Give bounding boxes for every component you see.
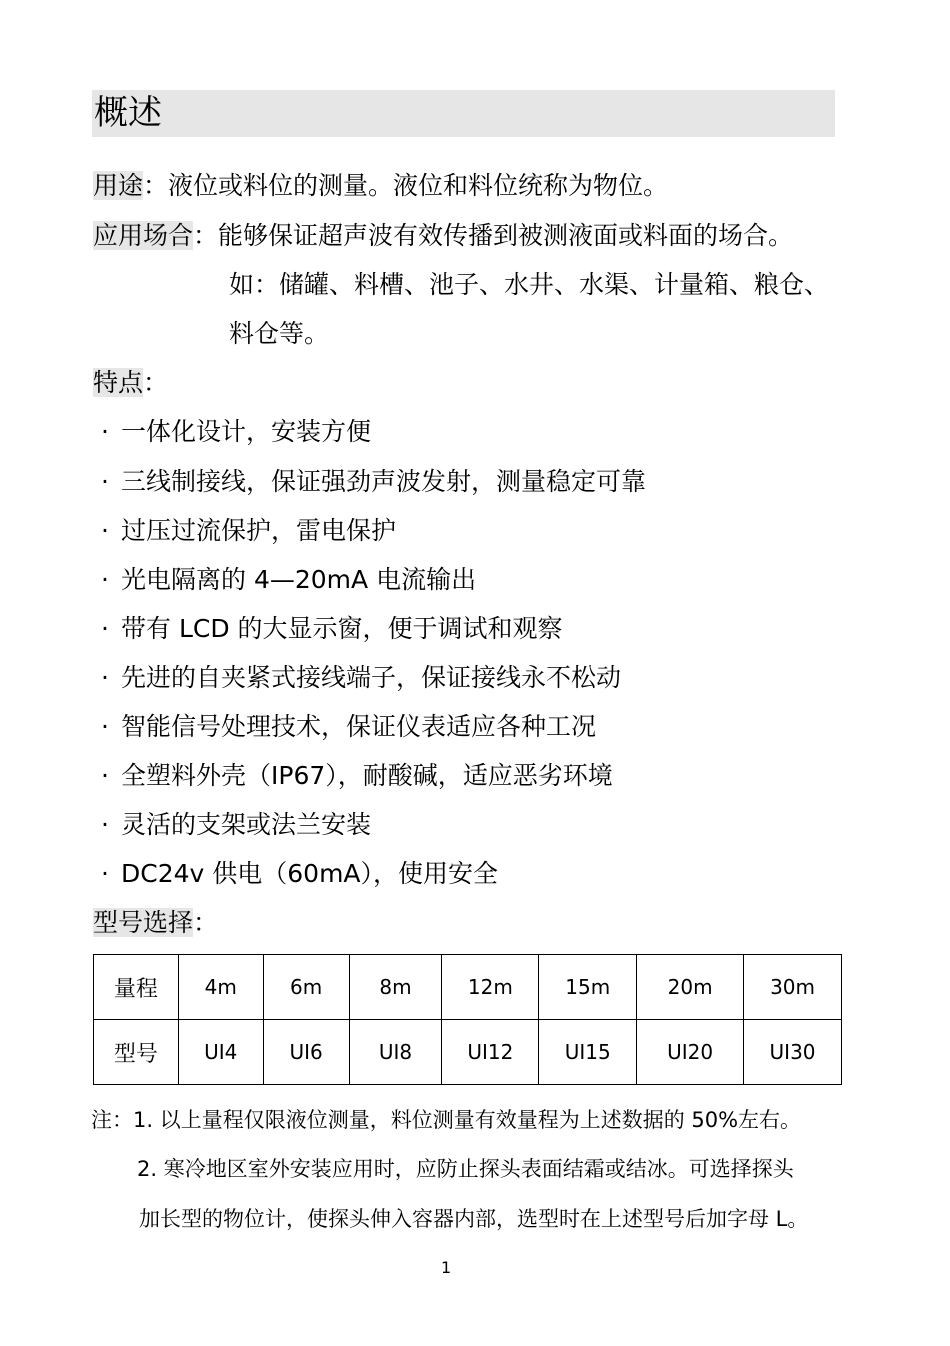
note-prefix: 注： bbox=[91, 1108, 133, 1132]
feature-item: · 光电隔离的 4—20mA 电流输出 bbox=[101, 565, 477, 594]
note-2-line-1: 2. 寒冷地区室外安装应用时，应防止探头表面结霜或结冰。可选择探头 bbox=[137, 1157, 794, 1181]
model-selection-label: 型号选择 bbox=[93, 908, 194, 937]
model-cell: UI12 bbox=[442, 1020, 539, 1085]
feature-text: 三线制接线，保证强劲声波发射，测量稳定可靠 bbox=[121, 467, 647, 496]
application-line-3: 料仓等。 bbox=[229, 319, 330, 348]
feature-item: · 过压过流保护，雷电保护 bbox=[101, 516, 397, 545]
feature-item: · 灵活的支架或法兰安装 bbox=[101, 810, 372, 839]
feature-item: · 三线制接线，保证强劲声波发射，测量稳定可靠 bbox=[101, 467, 647, 496]
feature-text: 全塑料外壳（IP67），耐酸碱，适应恶劣环境 bbox=[121, 761, 613, 790]
feature-item: · 智能信号处理技术，保证仪表适应各种工况 bbox=[101, 712, 597, 741]
model-cell: UI8 bbox=[349, 1020, 442, 1085]
model-selection-heading bbox=[93, 906, 218, 940]
feature-text: 一体化设计，安装方便 bbox=[121, 417, 372, 446]
feature-text: DC24v 供电（60mA），使用安全 bbox=[121, 859, 499, 888]
note-1-text: 1. 以上量程仅限液位测量，料位测量有效量程为上述数据的 50%左右。 bbox=[133, 1108, 802, 1132]
note-2-line-2: 加长型的物位计，使探头伸入容器内部，选型时在上述型号后加字母 L。 bbox=[139, 1207, 809, 1231]
range-cell: 4m bbox=[178, 955, 263, 1020]
features-heading bbox=[93, 366, 168, 400]
application-line-2: 如：储罐、料槽、池子、水井、水渠、计量箱、粮仓、 bbox=[229, 270, 830, 299]
feature-text: 带有 LCD 的大显示窗，便于调试和观察 bbox=[121, 614, 563, 643]
feature-text: 先进的自夹紧式接线端子，保证接线永不松动 bbox=[121, 663, 622, 692]
range-row bbox=[94, 955, 842, 1020]
feature-item: · 先进的自夹紧式接线端子，保证接线永不松动 bbox=[101, 663, 622, 692]
feature-item: · DC24v 供电（60mA），使用安全 bbox=[101, 859, 499, 888]
feature-text: 智能信号处理技术，保证仪表适应各种工况 bbox=[121, 712, 597, 741]
note-1 bbox=[91, 1105, 801, 1135]
usage-label: 用途 bbox=[93, 171, 144, 200]
features-colon: ： bbox=[143, 368, 169, 397]
model-cell: UI20 bbox=[637, 1020, 744, 1085]
range-header: 量程 bbox=[94, 955, 179, 1020]
page-title: 概述 bbox=[92, 90, 835, 137]
model-header: 型号 bbox=[94, 1020, 179, 1085]
model-selection-colon: ： bbox=[193, 908, 219, 937]
range-cell: 30m bbox=[744, 955, 842, 1020]
range-cell: 12m bbox=[442, 955, 539, 1020]
feature-text: 灵活的支架或法兰安装 bbox=[121, 810, 372, 839]
range-cell: 6m bbox=[263, 955, 349, 1020]
feature-item: · 全塑料外壳（IP67），耐酸碱，适应恶劣环境 bbox=[101, 761, 613, 790]
features-label: 特点 bbox=[93, 368, 144, 397]
application-label: 应用场合 bbox=[93, 221, 194, 250]
model-cell: UI4 bbox=[178, 1020, 263, 1085]
model-cell: UI6 bbox=[263, 1020, 349, 1085]
model-table bbox=[93, 954, 842, 1085]
page-number: 1 bbox=[441, 1258, 452, 1277]
application-text-1: ：能够保证超声波有效传播到被测液面或料面的场合。 bbox=[193, 221, 794, 250]
usage-line bbox=[93, 169, 668, 203]
feature-item: · 带有 LCD 的大显示窗，便于调试和观察 bbox=[101, 614, 563, 643]
feature-item: · 一体化设计，安装方便 bbox=[101, 417, 372, 446]
feature-text: 过压过流保护，雷电保护 bbox=[121, 516, 397, 545]
model-cell: UI15 bbox=[539, 1020, 637, 1085]
usage-text: ：液位或料位的测量。液位和料位统称为物位。 bbox=[143, 171, 669, 200]
feature-text: 光电隔离的 4—20mA 电流输出 bbox=[121, 565, 477, 594]
model-cell: UI30 bbox=[744, 1020, 842, 1085]
model-row bbox=[94, 1020, 842, 1085]
range-cell: 20m bbox=[637, 955, 744, 1020]
application-line-1 bbox=[93, 219, 793, 253]
range-cell: 15m bbox=[539, 955, 637, 1020]
range-cell: 8m bbox=[349, 955, 442, 1020]
